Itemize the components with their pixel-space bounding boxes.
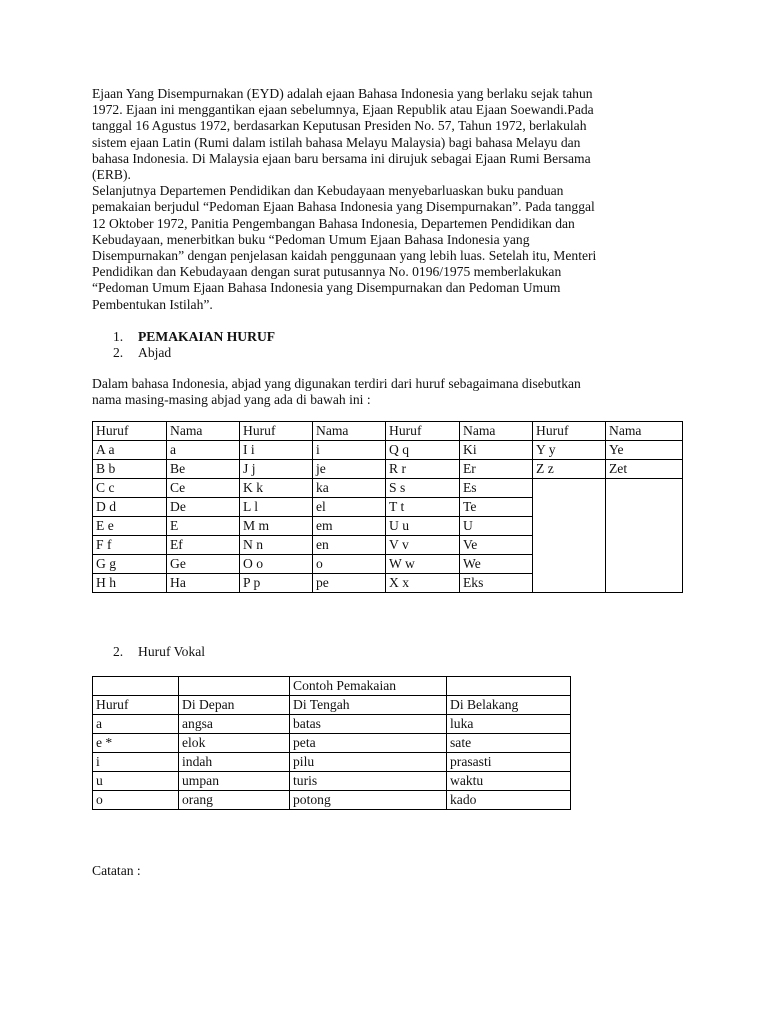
table-header-row <box>93 695 571 714</box>
table-cell: a <box>93 714 179 733</box>
table-header-cell: Nama <box>167 422 240 441</box>
table-cell: G g <box>93 555 167 574</box>
table-cell <box>606 517 683 536</box>
list-item-label: PEMAKAIAN HURUF <box>138 328 276 344</box>
table-cell: indah <box>179 752 290 771</box>
abjad-table <box>92 421 683 593</box>
table-cell: X x <box>386 574 460 593</box>
table-cell: en <box>313 536 386 555</box>
table-cell: R r <box>386 460 460 479</box>
table-row <box>93 555 683 574</box>
table-cell <box>606 555 683 574</box>
table-cell: P p <box>240 574 313 593</box>
table-cell <box>447 676 571 695</box>
table-cell: E e <box>93 517 167 536</box>
table-header-row <box>93 422 683 441</box>
table-cell: prasasti <box>447 752 571 771</box>
table-row <box>93 536 683 555</box>
table-cell <box>606 536 683 555</box>
table-cell: De <box>167 498 240 517</box>
table-cell: orang <box>179 790 290 809</box>
table-cell: Q q <box>386 441 460 460</box>
document-page <box>92 86 682 879</box>
table-row <box>93 771 571 790</box>
list-item-huruf-vokal <box>92 644 682 661</box>
list-number: 2. <box>113 345 124 361</box>
table-cell: u <box>93 771 179 790</box>
table-row <box>93 574 683 593</box>
table-cell: o <box>313 555 386 574</box>
table-cell: B b <box>93 460 167 479</box>
table-cell: je <box>313 460 386 479</box>
table-cell: sate <box>447 733 571 752</box>
table-cell: Ha <box>167 574 240 593</box>
table-cell <box>533 517 606 536</box>
table-cell: Ki <box>460 441 533 460</box>
table-header-cell: Nama <box>313 422 386 441</box>
table-cell: D d <box>93 498 167 517</box>
table-header-cell: Di Belakang <box>447 695 571 714</box>
table-cell: S s <box>386 479 460 498</box>
table-cell: M m <box>240 517 313 536</box>
list-item-label: Huruf Vokal <box>138 644 206 660</box>
table-cell: kado <box>447 790 571 809</box>
table-cell: O o <box>240 555 313 574</box>
list-number: 1. <box>113 328 124 344</box>
table-cell <box>533 536 606 555</box>
table-cell: J j <box>240 460 313 479</box>
table-cell: Te <box>460 498 533 517</box>
table-row <box>93 790 571 809</box>
table-cell: U <box>460 517 533 536</box>
table-cell: em <box>313 517 386 536</box>
table-cell: Eks <box>460 574 533 593</box>
table-cell <box>606 498 683 517</box>
section-list <box>92 329 682 362</box>
vokal-list <box>92 644 682 661</box>
table-cell: W w <box>386 555 460 574</box>
table-cell: We <box>460 555 533 574</box>
table-cell <box>533 498 606 517</box>
table-cell <box>179 676 290 695</box>
table-cell: waktu <box>447 771 571 790</box>
table-cell: Er <box>460 460 533 479</box>
table-header-cell: Huruf <box>386 422 460 441</box>
table-cell: T t <box>386 498 460 517</box>
vokal-group-header-row <box>93 676 571 695</box>
table-cell <box>533 479 606 498</box>
intro-paragraph: Ejaan Yang Disempurnakan (EYD) adalah ejaan Bahasa Indonesia yang berlaku sejak tahun 1972. Ejaan ini menggantikan ejaan sebelumnya, Ejaan Republik atau Ejaan Soewandi.Pada tanggal 16 Agustus 1972, berdasarkan Keputusan Presiden No. 57, Tahun 1972, berlakulah sistem ejaan Latin (Rumi dalam istilah bahasa Melayu Malaysia) bagi bahasa Melayu dan bahasa Indonesia. Di Malaysia ejaan baru bersama ini dirujuk sebagai Ejaan Rumi Bersama (ERB). Selanjutnya Departemen Pendidikan dan Kebudayaan menyebarluaskan buku panduan pemakaian berjudul “Pedoman Ejaan Bahasa Indonesia yang Disempurnakan”. Pada tanggal 12 Oktober 1972, Panitia Pengembangan Bahasa Indonesia, Departemen Pendidikan dan Kebudayaan, menerbitkan buku “Pedoman Umum Ejaan Bahasa Indonesia yang Disempurnakan” dengan penjelasan kaidah penggunaan yang lebih luas. Setelah itu, Menteri Pendidikan dan Kebudayaan dengan surat putusannya No. 0196/1975 memberlakukan “Pedoman Umum Ejaan Bahasa Indonesia yang Disempurnakan dan Pedoman Umum Pembentukan Istilah”. <box>92 86 597 312</box>
table-cell: potong <box>290 790 447 809</box>
list-number: 2. <box>113 644 124 660</box>
table-cell: i <box>93 752 179 771</box>
table-row <box>93 441 683 460</box>
table-cell <box>93 676 179 695</box>
table-header-cell: Huruf <box>93 695 179 714</box>
table-cell: U u <box>386 517 460 536</box>
table-cell: N n <box>240 536 313 555</box>
table-cell: Ve <box>460 536 533 555</box>
table-cell: angsa <box>179 714 290 733</box>
table-cell: K k <box>240 479 313 498</box>
table-header-cell: Di Depan <box>179 695 290 714</box>
table-cell: V v <box>386 536 460 555</box>
table-cell: e * <box>93 733 179 752</box>
table-cell: Ge <box>167 555 240 574</box>
table-cell: Ce <box>167 479 240 498</box>
table-cell <box>606 479 683 498</box>
table-row <box>93 714 571 733</box>
table-cell: Zet <box>606 460 683 479</box>
table-cell: a <box>167 441 240 460</box>
table-cell: pilu <box>290 752 447 771</box>
table-cell: I i <box>240 441 313 460</box>
table-header-cell: Nama <box>606 422 683 441</box>
table-cell: elok <box>179 733 290 752</box>
table-cell: Y y <box>533 441 606 460</box>
list-item-label: Abjad <box>138 345 172 361</box>
table-row <box>93 733 571 752</box>
table-header-cell: Huruf <box>240 422 313 441</box>
list-item-abjad <box>92 345 682 362</box>
table-cell: ka <box>313 479 386 498</box>
table-row <box>93 479 683 498</box>
table-cell: A a <box>93 441 167 460</box>
catatan-label: Catatan : <box>92 862 141 878</box>
table-cell: batas <box>290 714 447 733</box>
table-cell: F f <box>93 536 167 555</box>
vokal-group-header: Contoh Pemakaian <box>290 676 447 695</box>
table-cell: E <box>167 517 240 536</box>
table-cell: el <box>313 498 386 517</box>
list-item-pemakaian-huruf <box>92 329 682 346</box>
table-cell: Z z <box>533 460 606 479</box>
table-cell: turis <box>290 771 447 790</box>
table-header-cell: Di Tengah <box>290 695 447 714</box>
table-cell: Es <box>460 479 533 498</box>
table-cell: Ef <box>167 536 240 555</box>
table-cell: L l <box>240 498 313 517</box>
table-header-cell: Huruf <box>533 422 606 441</box>
table-cell <box>533 574 606 593</box>
table-cell <box>606 574 683 593</box>
table-cell <box>533 555 606 574</box>
table-header-cell: Huruf <box>93 422 167 441</box>
table-row <box>93 460 683 479</box>
table-cell: C c <box>93 479 167 498</box>
table-cell: Ye <box>606 441 683 460</box>
vokal-table <box>92 676 571 810</box>
table-cell: H h <box>93 574 167 593</box>
table-cell: luka <box>447 714 571 733</box>
table-cell: i <box>313 441 386 460</box>
table-cell: umpan <box>179 771 290 790</box>
table-cell: pe <box>313 574 386 593</box>
table-row <box>93 752 571 771</box>
table-cell: Be <box>167 460 240 479</box>
table-row <box>93 517 683 536</box>
table-cell: o <box>93 790 179 809</box>
abjad-intro-paragraph: Dalam bahasa Indonesia, abjad yang digunakan terdiri dari huruf sebagaimana disebutkan nama masing-masing abjad yang ada di bawah ini : <box>92 375 581 408</box>
table-header-cell: Nama <box>460 422 533 441</box>
table-row <box>93 498 683 517</box>
table-cell: peta <box>290 733 447 752</box>
